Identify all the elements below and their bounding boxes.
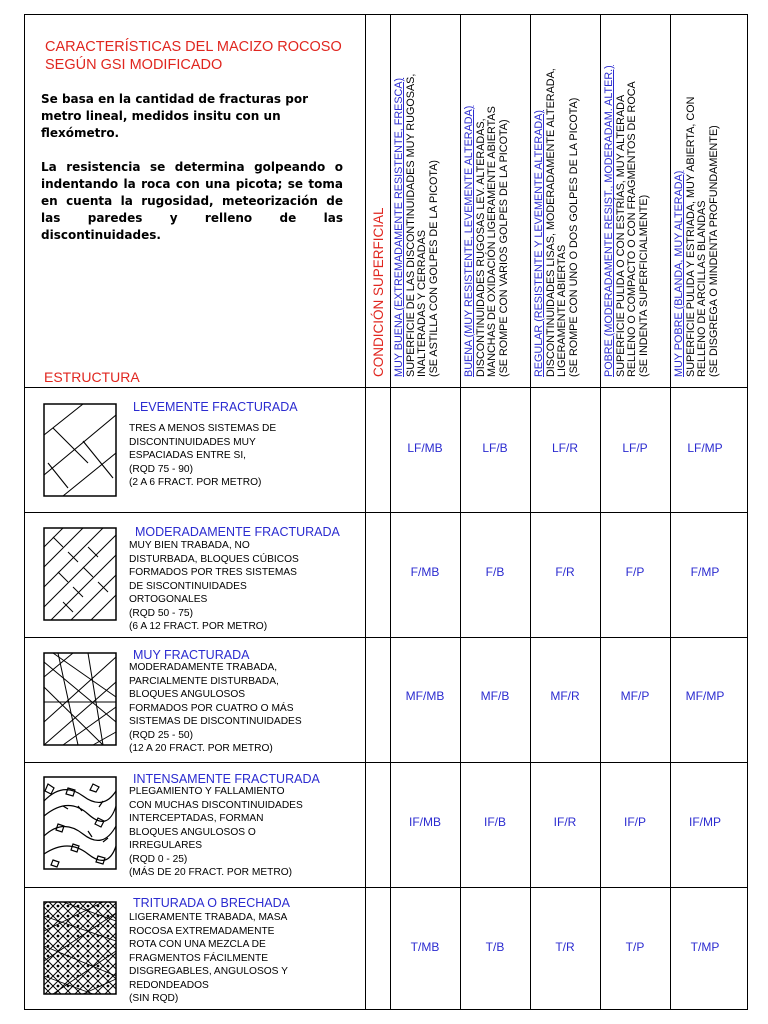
cell-mf-r: MF/R: [550, 689, 580, 703]
condition-line: (SE ROMPE CON UNO O DOS GOLPES DE LA PICOTA): [567, 97, 580, 377]
cell-lf-r: LF/R: [551, 441, 578, 455]
row-desc-triturada-brechada: LIGERAMENTE TRABADA, MASA ROCOSA EXTREMADAMENTE ROTA CON UNA MEZCLA DE FRAGMENTOS FÁCILMENTE DISGREGABLES, ANGULOSOS Y REDONDEADOS (SIN RQD): [129, 912, 288, 1004]
cell-mf-mp: MF/MP: [685, 689, 725, 703]
condition-name: BUENA (MUY RESISTENTE, LEVEMENTE ALTERADA): [463, 105, 475, 377]
cell-if-b: IF/B: [483, 815, 506, 829]
cell-if-mb: IF/MB: [409, 815, 441, 829]
condition-header-buena: [464, 17, 510, 377]
row-divider: [25, 762, 747, 763]
condition-line: DISCONTINUIDADES LISAS, MODERADAMENTE ALTERADA,: [544, 68, 557, 377]
title-line-1: CARACTERÍSTICAS DEL MACIZO ROCOSO: [45, 39, 342, 55]
row-name-levemente-fracturada: LEVEMENTE FRACTURADA: [133, 400, 298, 414]
row-divider: [25, 887, 747, 888]
condition-line: INALTERADAS Y CERRADAS: [416, 229, 429, 377]
triturada-brechada-icon: [43, 901, 117, 995]
cell-if-r: IF/R: [553, 815, 577, 829]
page-title: [45, 38, 365, 74]
row-desc-levemente-fracturada: TRES A MENOS SISTEMAS DE DISCONTINUIDADES MUY ESPACIADAS ENTRE SI, (RQD 75 - 90) (2 A 6 FRACT. POR METRO): [129, 423, 277, 488]
condition-header-regular: [534, 17, 580, 377]
condition-line: (SE INDENTA SUPERFICIALMENTE): [637, 194, 650, 377]
condition-header-muy-buena: [394, 17, 440, 377]
cell-t-mp: T/MP: [690, 940, 720, 954]
row-name-moderadamente-fracturada: MODERADAMENTE FRACTURADA: [135, 525, 340, 539]
condition-line: (SE ROMPE CON VARIOS GOLPES DE LA PICOTA): [497, 119, 510, 377]
intro-paragraph-1: Se basa en la cantidad de fracturas por metro lineal, medidos insitu con un flexómetro.: [41, 92, 308, 140]
row-desc-muy-fracturada: MODERADAMENTE TRABADA, PARCIALMENTE DISTURBADA, BLOQUES ANGULOSOS FORMADOS POR CUATRO O MÁS SISTEMAS DE DISCONTINUIDADES (RQD 25 - 50) (12 A 20 FRACT. POR METRO): [129, 662, 302, 754]
row-desc-intensamente-fracturada: PLEGAMIENTO Y FALLAMIENTO CON MUCHAS DISCONTINUIDADES INTERCEPTADAS, FORMAN BLOQUES ANGULOSOS O IRREGULARES (RQD 0 - 25) (MÁS DE 20 FRACT. POR METRO): [129, 786, 303, 878]
condition-line: MANCHAS DE OXIDACIÓN LIGERAMENTE ABIERTAS: [486, 106, 499, 377]
row-name-triturada-brechada: TRITURADA O BRECHADA: [133, 896, 290, 910]
condition-name: MUY POBRE (BLANDA, MUY ALTERADA): [673, 170, 685, 377]
cell-lf-mp: LF/MP: [687, 441, 723, 455]
condition-line: DISCONTINUIDADES RUGOSAS LEV. ALTERADAS,: [474, 118, 487, 377]
moderadamente-fracturada-icon: [43, 527, 117, 621]
condition-name: POBRE (MODERADAMENTE RESIST., MODERADAM. ALTER.): [603, 65, 615, 377]
cell-mf-mb: MF/MB: [405, 689, 445, 703]
condition-name: REGULAR (RESISTENTE Y LEVEMENTE ALTERADA): [533, 110, 545, 377]
cell-f-b: F/B: [485, 565, 505, 579]
condition-line: SUPERFICIE DE LAS DISCONTINUIDADES MUY RUGOSAS,: [404, 73, 417, 377]
cell-f-mb: F/MB: [410, 565, 440, 579]
condition-header-pobre: [604, 17, 650, 377]
cell-mf-b: MF/B: [480, 689, 510, 703]
condition-line: (SE ASTILLA CON GOLPES DE LA PICOTA): [427, 159, 440, 377]
estructura-label: ESTRUCTURA: [44, 369, 140, 385]
row-name-intensamente-fracturada: INTENSAMENTE FRACTURADA: [133, 772, 320, 786]
cell-if-mp: IF/MP: [689, 815, 721, 829]
intro-paragraph-2: La resistencia se determina golpeando o indentando la roca con una picota; se toma en cuenta la rugosidad, meteorización de las paredes y relleno de las discontinuidades.: [41, 160, 343, 242]
row-divider: [25, 387, 747, 388]
muy-fracturada-icon: [43, 652, 117, 746]
gsi-table: [24, 14, 748, 1010]
row-desc-moderadamente-fracturada: MUY BIEN TRABADA, NO DISTURBADA, BLOQUES CÚBICOS FORMADOS POR TRES SISTEMAS DE SISCONTINUIDADES ORTOGONALES (RQD 50 - 75) (6 A 12 FRACT. POR METRO): [129, 540, 299, 632]
cell-t-r: T/R: [555, 940, 575, 954]
cell-lf-b: LF/B: [482, 441, 508, 455]
row-divider: [25, 512, 747, 513]
cell-if-p: IF/P: [623, 815, 646, 829]
cell-mf-p: MF/P: [620, 689, 650, 703]
row-divider: [25, 637, 747, 638]
cell-t-b: T/B: [485, 940, 505, 954]
cell-f-mp: F/MP: [690, 565, 720, 579]
cell-f-p: F/P: [625, 565, 645, 579]
condition-line: SUPERFICIE PULIDA O CON ESTRÍAS, MUY ALTERADA: [614, 94, 627, 377]
condition-line: SUPERFICIE PULIDA Y ESTRIADA, MUY ABIERTA, CON: [684, 96, 697, 377]
intensamente-fracturada-icon: [43, 776, 117, 870]
levemente-fracturada-icon: [43, 403, 117, 497]
cell-lf-mb: LF/MB: [407, 441, 443, 455]
cell-t-p: T/P: [625, 940, 645, 954]
cell-lf-p: LF/P: [622, 441, 648, 455]
condition-line: RELLENO O COMPACTO O CON FRAGMENTOS DE ROCA: [626, 81, 639, 377]
condition-name: MUY BUENA (EXTREMADAMENTE RESISTENTE, FRESCA): [393, 77, 405, 377]
condition-line: (SE DISGREGA O MINDENTA PROFUNDAMENTE): [707, 125, 720, 377]
condition-line: RELLENO DE ARCILLAS BLANDAS: [696, 200, 709, 377]
row-name-muy-fracturada: MUY FRACTURADA: [133, 648, 250, 662]
cell-t-mb: T/MB: [410, 940, 440, 954]
title-line-2: SEGÚN GSI MODIFICADO: [45, 57, 223, 73]
cell-f-r: F/R: [555, 565, 575, 579]
condition-header-muy-pobre: [674, 17, 720, 377]
condicion-superficial-label: CONDICIÓN SUPERFICIAL: [371, 207, 386, 377]
condition-line: LIGERAMENTE ABIERTAS: [556, 244, 569, 377]
